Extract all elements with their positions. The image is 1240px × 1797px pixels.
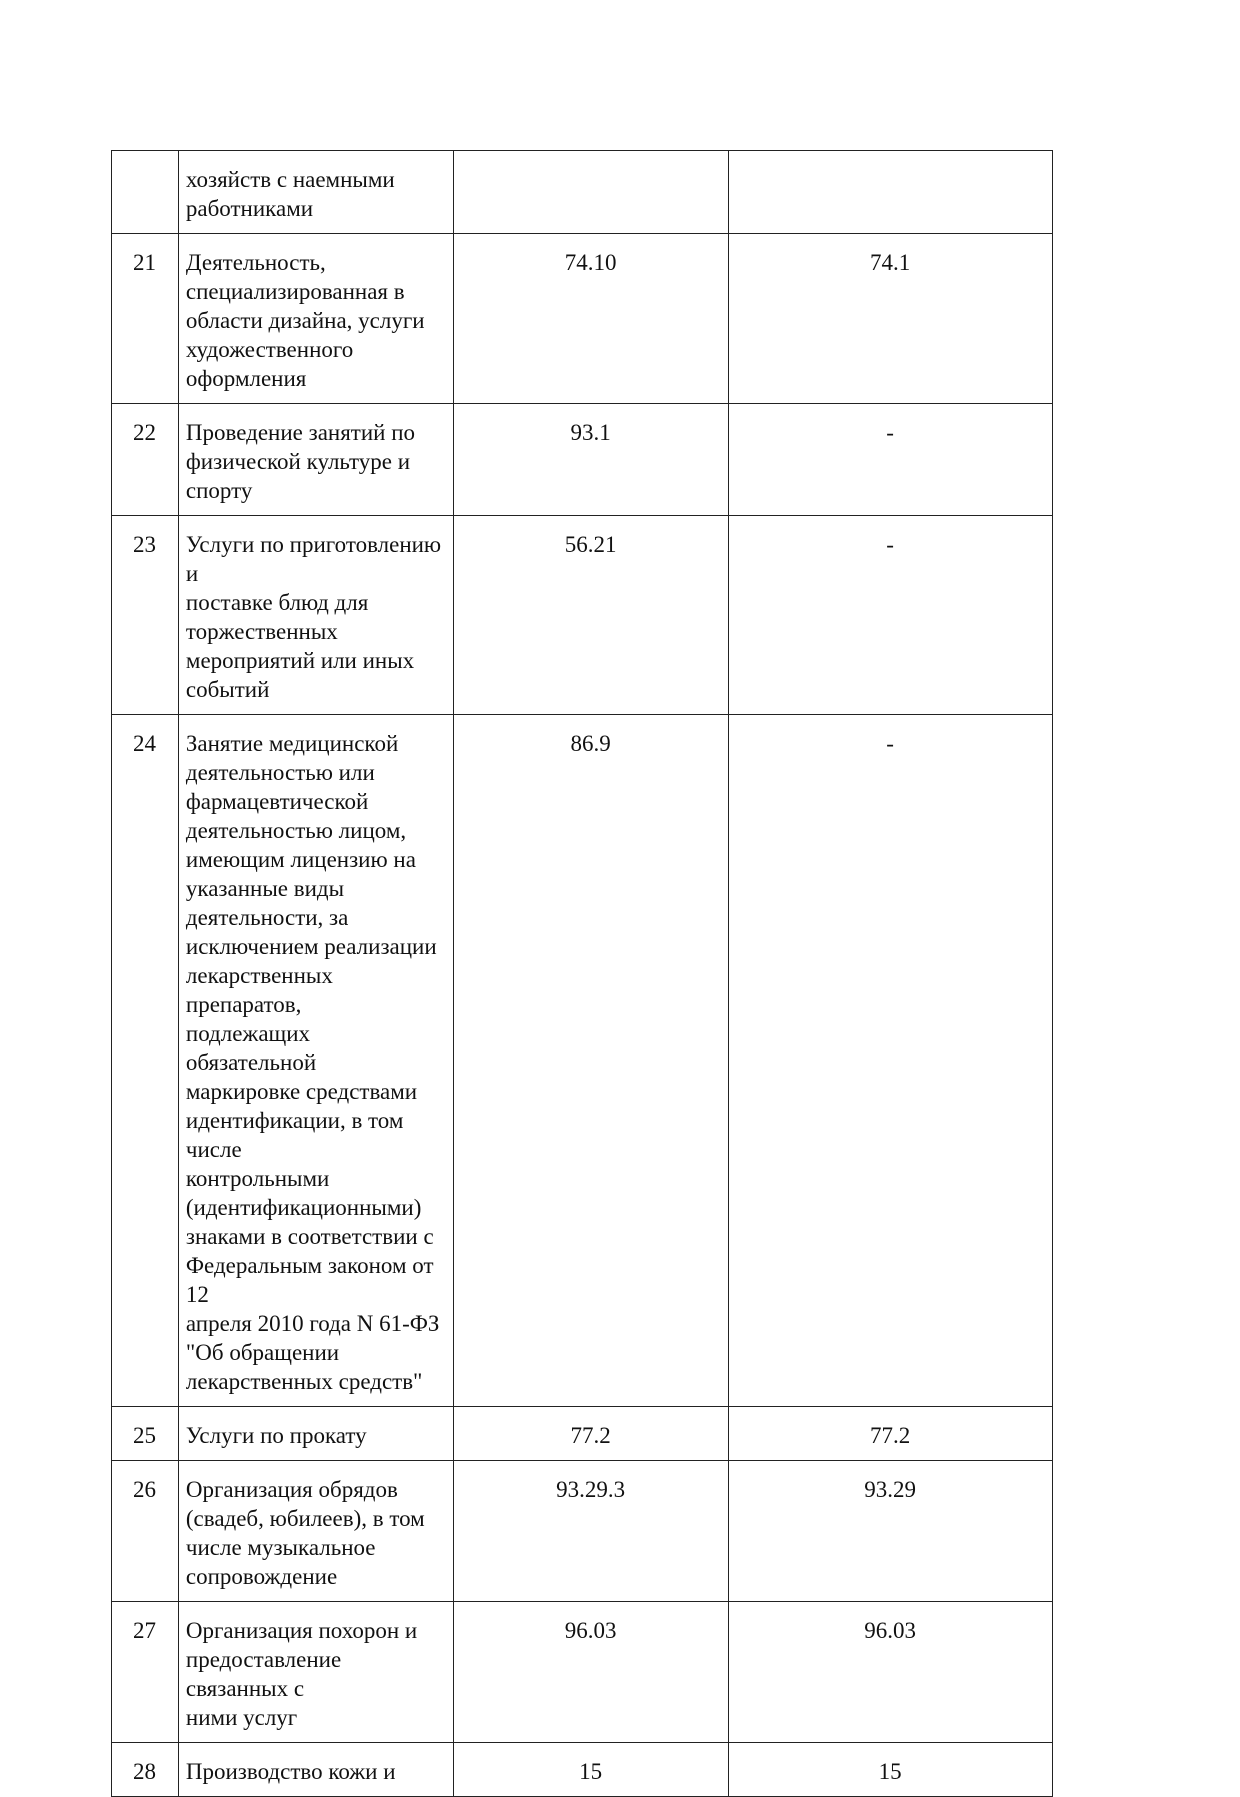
okved2-code: 74.10 [454,234,729,404]
description-line: области дизайна, услуги [185,308,425,333]
table-row [112,234,1053,404]
okpd2-code: 74.1 [729,234,1053,404]
table-row [112,404,1053,516]
description-line: контрольными [185,1166,330,1191]
description-line: мероприятий или иных [185,648,415,673]
description-line: торжественных [185,619,338,644]
description-line: знаками в соответствии с [185,1224,434,1249]
activity-description [178,715,453,1407]
okved2-code: 93.29.3 [454,1461,729,1602]
okved2-code: 96.03 [454,1602,729,1743]
description-line: Услуги по приготовлению и [185,532,442,586]
table-row [112,1461,1053,1602]
description-line: подлежащих обязательной [185,1021,317,1075]
table-row [112,715,1053,1407]
okpd2-code: 15 [729,1743,1053,1797]
description-line: исключением реализации [185,934,437,959]
description-line: числе музыкальное [185,1535,376,1560]
activity-description [178,151,453,234]
activity-description [178,234,453,404]
description-line: Производство кожи и [185,1759,396,1784]
table-row [112,1407,1053,1461]
okpd2-code: - [729,516,1053,715]
description-line: деятельностью лицом, [185,818,407,843]
description-line: Услуги по прокату [185,1423,367,1448]
table-row [112,1743,1053,1797]
activity-description [178,1407,453,1461]
description-line: (свадеб, юбилеев), в том [185,1506,425,1531]
okved2-code [454,151,729,234]
description-line: Занятие медицинской [185,731,399,756]
row-number [112,151,179,234]
description-line: физической культуре и [185,449,411,474]
description-line: идентификации, в том числе [185,1108,404,1162]
description-line: лекарственных препаратов, [185,963,333,1017]
activity-description [178,1602,453,1743]
row-number: 26 [112,1461,179,1602]
description-line: ними услуг [185,1705,298,1730]
description-line: имеющим лицензию на [185,847,416,872]
description-line: маркировке средствами [185,1079,418,1104]
okpd2-code: 93.29 [729,1461,1053,1602]
okpd2-code: 96.03 [729,1602,1053,1743]
okved2-code: 56.21 [454,516,729,715]
row-number: 22 [112,404,179,516]
description-line: спорту [185,478,253,503]
description-line: Проведение занятий по [185,420,416,445]
description-line: поставке блюд для [185,590,369,615]
okved2-code: 86.9 [454,715,729,1407]
description-line: Деятельность, [185,250,326,275]
description-line: лекарственных средств" [185,1369,423,1394]
row-number: 28 [112,1743,179,1797]
row-number: 21 [112,234,179,404]
activity-description [178,1743,453,1797]
okpd2-code: - [729,404,1053,516]
table-row [112,516,1053,715]
okved2-code: 77.2 [454,1407,729,1461]
description-line: событий [185,677,270,702]
okpd2-code: - [729,715,1053,1407]
description-line: специализированная в [185,279,405,304]
description-line: художественного [185,337,354,362]
description-line: оформления [185,366,307,391]
activity-description [178,1461,453,1602]
table-body [112,151,1053,1797]
row-number: 23 [112,516,179,715]
description-line: апреля 2010 года N 61-ФЗ [185,1311,440,1336]
row-number: 25 [112,1407,179,1461]
description-line: деятельностью или [185,760,375,785]
description-line: (идентификационными) [185,1195,422,1220]
description-line: указанные виды [185,876,345,901]
activity-codes-table [111,150,1053,1797]
okpd2-code: 77.2 [729,1407,1053,1461]
description-line: предоставление связанных с [185,1647,342,1701]
okpd2-code [729,151,1053,234]
description-line: Организация обрядов [185,1477,398,1502]
description-line: Организация похорон и [185,1618,418,1643]
okved2-code: 15 [454,1743,729,1797]
row-number: 27 [112,1602,179,1743]
description-line: фармацевтической [185,789,369,814]
okved2-code: 93.1 [454,404,729,516]
activity-description [178,404,453,516]
table-row [112,151,1053,234]
description-line: сопровождение [185,1564,338,1589]
description-line: работниками [185,196,314,221]
activity-description [178,516,453,715]
description-line: "Об обращении [185,1340,340,1365]
row-number: 24 [112,715,179,1407]
description-line: хозяйств с наемными [185,167,395,192]
table-row [112,1602,1053,1743]
description-line: Федеральным законом от 12 [185,1253,434,1307]
description-line: деятельности, за [185,905,349,930]
